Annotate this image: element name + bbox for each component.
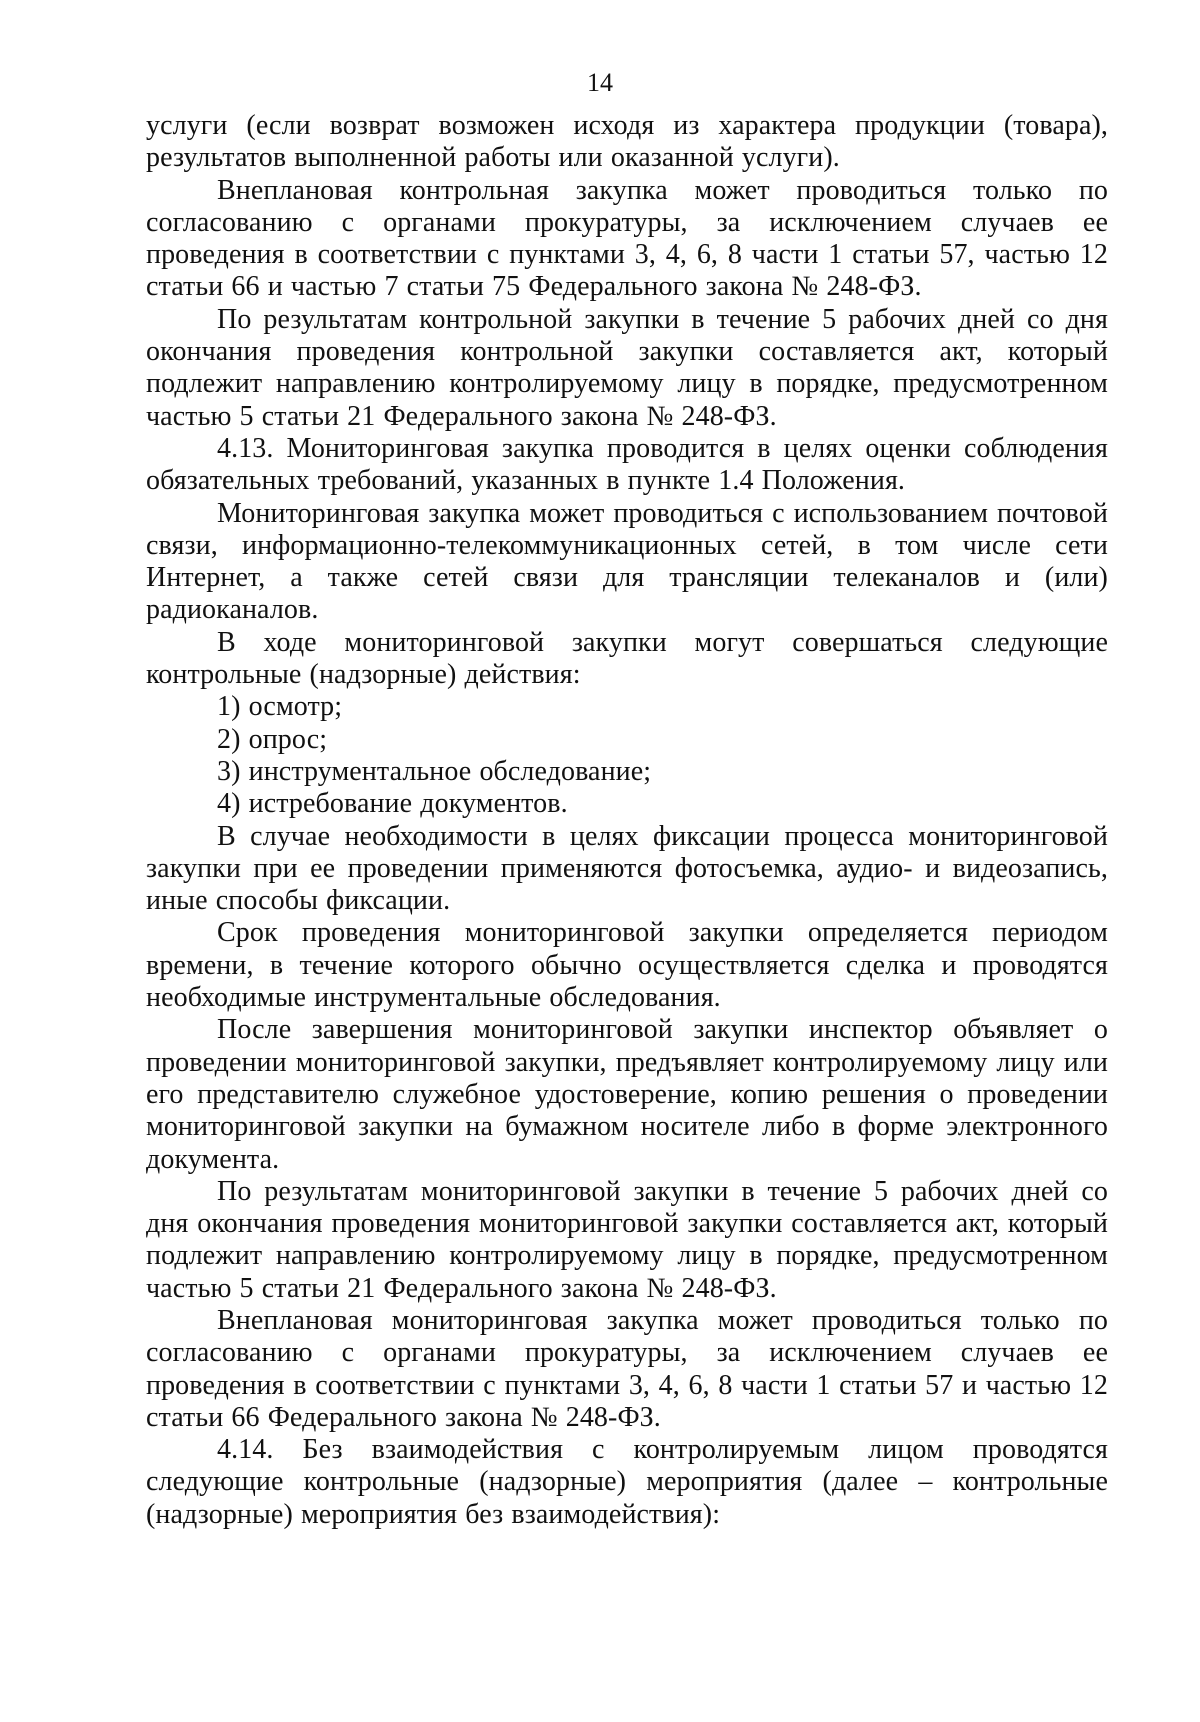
list-item-instrumental-examination: 3) инструментальное обследование; <box>217 755 652 787</box>
list-item-document-request: 4) истребование документов. <box>217 788 568 820</box>
list-item-survey: 2) опрос; <box>217 723 328 755</box>
paragraph-4-14: 4.14. Без взаимодействия с контролируемым лицом проводятся следующие контрольные (надзорные) мероприятия (далее – контрольные (надзорные) мероприятия без взаимодействия): <box>146 1434 1108 1530</box>
paragraph-4-13: 4.13. Мониторинговая закупка проводится в целях оценки соблюдения обязательных требований, указанных в пункте 1.4 Положения. <box>146 432 1108 497</box>
document-body <box>146 110 1108 1531</box>
paragraph-monitoring-purchase-act: По результатам мониторинговой закупки в течение 5 рабочих дней со дня окончания проведения мониторинговой закупки составляется акт, который подлежит направлению контролируемому лицу в порядке, предусмотренном частью 5 статьи 21 Федерального закона № 248-ФЗ. <box>146 1175 1108 1304</box>
paragraph-unplanned-monitoring-purchase: Внеплановая мониторинговая закупка может проводиться только по согласованию с органами прокуратуры, за исключением случаев ее проведения в соответствии с пунктами 3, 4, 6, 8 части 1 статьи 57 и частью 12 статьи 66 Федерального закона № 248-ФЗ. <box>146 1304 1108 1433</box>
list-item-inspection: 1) осмотр; <box>217 691 343 723</box>
paragraph-monitoring-actions-intro: В ходе мониторинговой закупки могут совершаться следующие контрольные (надзорные) действия: <box>146 626 1108 691</box>
page-number: 14 <box>587 68 613 97</box>
paragraph-control-purchase-act: По результатам контрольной закупки в течение 5 рабочих дней со дня окончания проведения контрольной закупки составляется акт, который подлежит направлению контролируемому лицу в порядке, предусмотренном частью 5 статьи 21 Федерального закона № 248-ФЗ. <box>146 303 1108 432</box>
paragraph-unplanned-control-purchase: Внеплановая контрольная закупка может проводиться только по согласованию с органами прокуратуры, за исключением случаев ее проведения в соответствии с пунктами 3, 4, 6, 8 части 1 статьи 57, частью 12 статьи 66 и частью 7 статьи 75 Федерального закона № 248-ФЗ. <box>146 174 1108 303</box>
paragraph-monitoring-purchase-channels: Мониторинговая закупка может проводиться с использованием почтовой связи, информационно-телекоммуникационных сетей, в том числе сети Интернет, а также сетей связи для трансляции телеканалов и (или) радиоканалов. <box>146 497 1108 626</box>
paragraph-after-completion: После завершения мониторинговой закупки инспектор объявляет о проведении мониторинговой закупки, предъявляет контролируемому лицу или его представителю служебное удостоверение, копию решения о проведении мониторинговой закупки на бумажном носителе либо в форме электронного документа. <box>146 1014 1108 1175</box>
paragraph-continuation: услуги (если возврат возможен исходя из характера продукции (товара), результатов выполненной работы или оказанной услуги). <box>146 110 1108 174</box>
paragraph-fixation: В случае необходимости в целях фиксации процесса мониторинговой закупки при ее проведении применяются фотосъемка, аудио- и видеозапись, иные способы фиксации. <box>146 820 1108 917</box>
paragraph-duration: Срок проведения мониторинговой закупки определяется периодом времени, в течение которого обычно осуществляется сделка и проводятся необходимые инструментальные обследования. <box>146 917 1108 1014</box>
